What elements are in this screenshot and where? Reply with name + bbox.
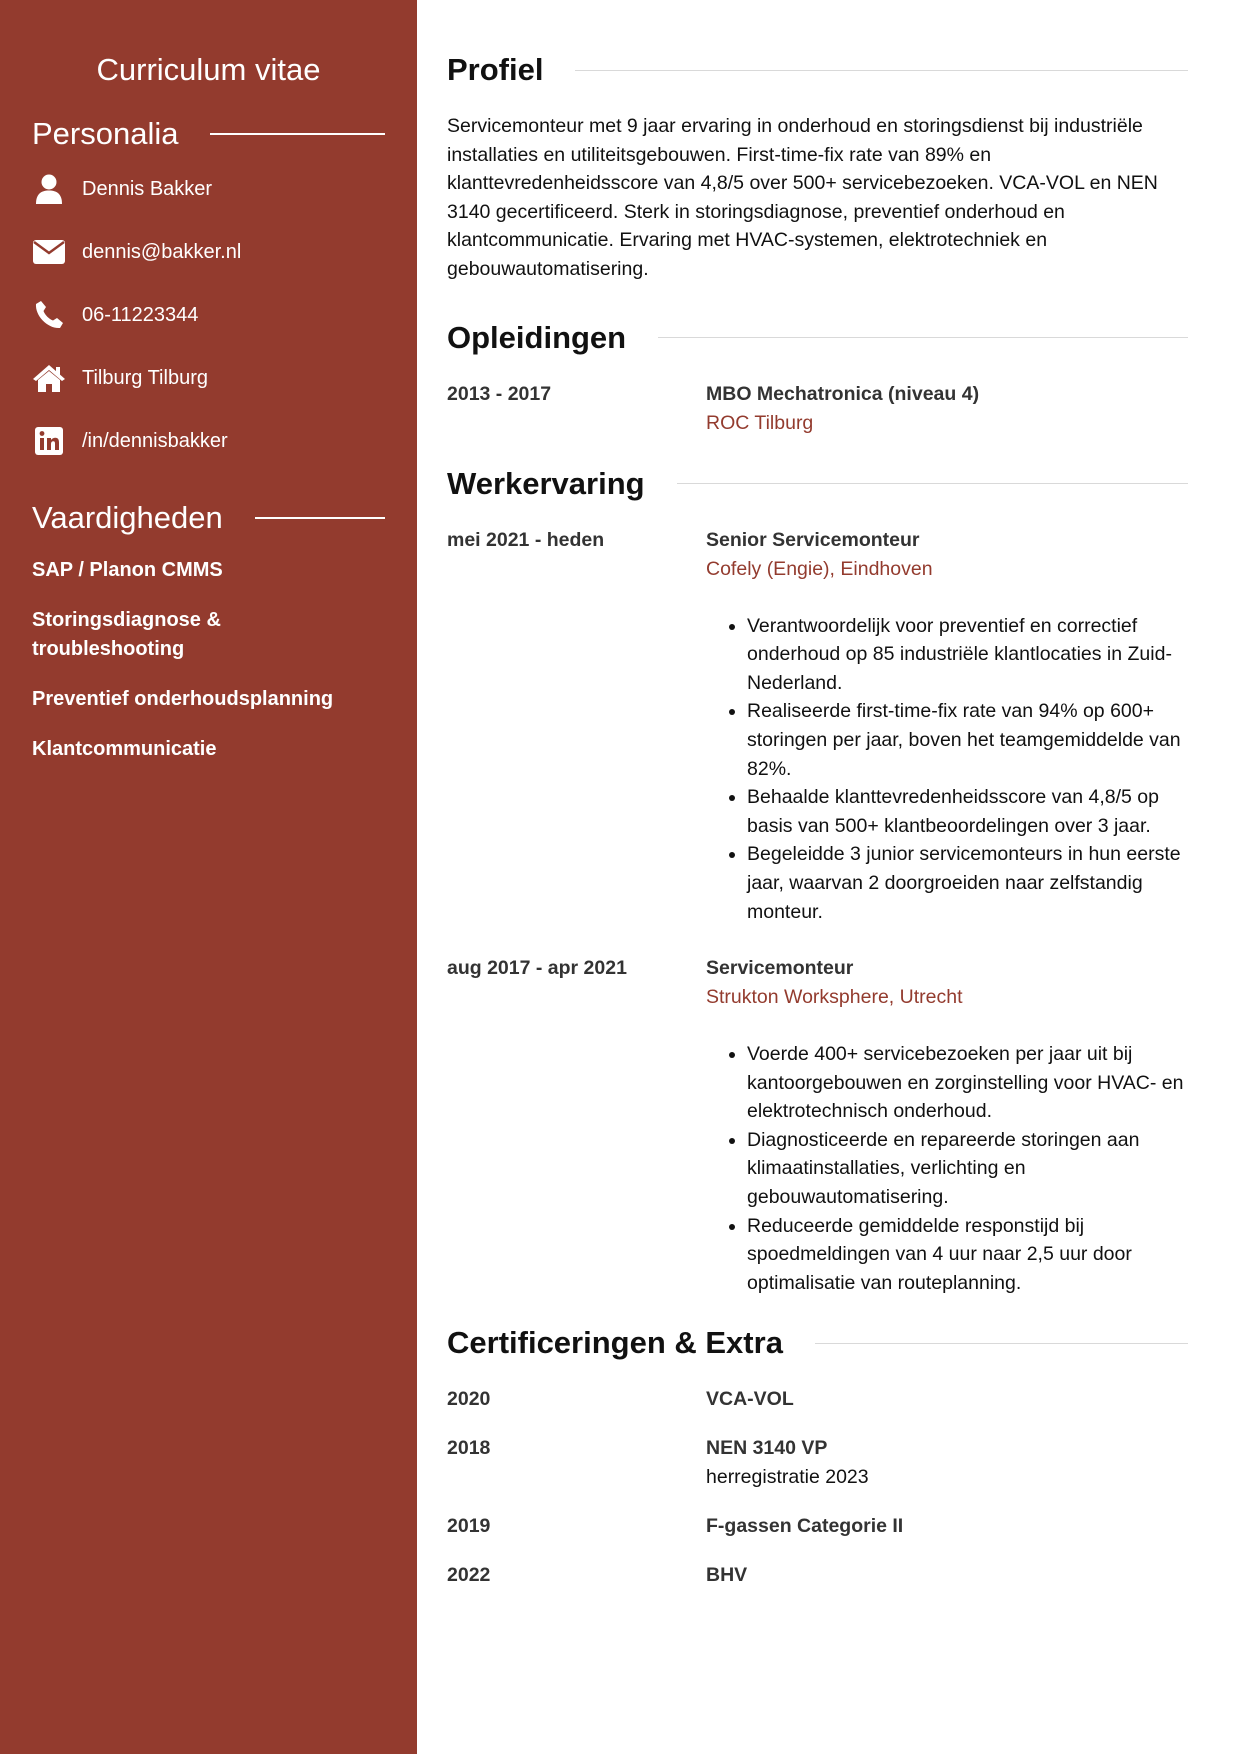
contact-address <box>32 361 385 395</box>
heading-divider <box>255 517 385 519</box>
entry-details <box>706 1434 1188 1492</box>
profile-section <box>447 52 1188 284</box>
certifications-heading-text: Certificeringen & Extra <box>447 1325 783 1361</box>
skill-item: Preventief onderhoudsplanning <box>32 688 334 710</box>
education-entry <box>447 380 1188 438</box>
main-content <box>417 0 1241 1754</box>
entry-organization: Cofely (Engie), Eindhoven <box>706 557 933 580</box>
contact-phone[interactable] <box>32 298 385 332</box>
entry-details <box>706 380 1188 438</box>
home-icon <box>32 361 66 395</box>
experience-entry <box>447 954 1188 1297</box>
entry-details <box>706 954 1188 1297</box>
entry-details <box>706 1512 1188 1541</box>
entry-title: Senior Servicemonteur <box>706 528 920 551</box>
entry-organization: ROC Tilburg <box>706 411 814 434</box>
certification-entry <box>447 1385 1188 1414</box>
entry-title: F-gassen Categorie II <box>706 1515 904 1538</box>
profile-heading-text: Profiel <box>447 52 544 87</box>
contact-list <box>32 172 385 458</box>
cv-title: Curriculum vitae <box>96 52 321 87</box>
contact-email[interactable] <box>32 235 385 269</box>
bullet-item: • Behaalde klanttevredenheidsscore van 4,8/5 op basis van 500+ klantbeoordelingen over 3 jaar. <box>747 783 1188 840</box>
skills-heading-text: Vaardigheden <box>32 500 223 535</box>
entry-period: aug 2017 - apr 2021 <box>447 957 627 980</box>
heading-divider <box>210 133 385 135</box>
entry-title: BHV <box>706 1564 748 1587</box>
bullet-item: • Verantwoordelijk voor preventief en correctief onderhoud op 85 industriële klantlocaties in Zuid-Nederland. <box>747 612 1188 698</box>
entry-year: 2019 <box>447 1515 491 1538</box>
personal-heading-text: Personalia <box>32 116 179 151</box>
entry-period: 2013 - 2017 <box>447 382 552 405</box>
skills-heading <box>32 500 385 536</box>
education-heading <box>447 320 1188 356</box>
bullet-item: • Realiseerde first-time-fix rate van 94% op 600+ storingen per jaar, boven het teamgemiddelde van 82%. <box>747 697 1188 783</box>
entry-year: 2020 <box>447 1388 491 1411</box>
profile-heading <box>447 52 1188 88</box>
entry-details <box>706 526 1188 927</box>
entry-details <box>706 1561 1188 1590</box>
entry-title: VCA-VOL <box>706 1388 794 1411</box>
envelope-icon <box>32 235 66 269</box>
skill-item: Storingsdiagnose & troubleshooting <box>32 609 221 660</box>
heading-divider <box>658 337 1188 338</box>
bullet-item: • Reduceerde gemiddelde responstijd bij spoedmeldingen van 4 uur naar 2,5 uur door optimalisatie van routeplanning. <box>747 1212 1188 1298</box>
experience-section <box>447 466 1188 1298</box>
entry-year: 2018 <box>447 1437 491 1460</box>
bullet-item: • Begeleidde 3 junior servicemonteurs in hun eerste jaar, waarvan 2 doorgroeiden naar zelfstandig monteur. <box>747 840 1188 926</box>
entry-organization: Strukton Worksphere, Utrecht <box>706 986 963 1009</box>
profile-text: Servicemonteur met 9 jaar ervaring in onderhoud en storingsdienst bij industriële installaties en utiliteitsgebouwen. First-time-fix rate van 89% en klanttevredenheidsscore van 4,8/5 over 500+ servicebezoeken. VCA-VOL en NEN 3140 gecertificeerd. Sterk in storingsdiagnose, preventief onderhoud en klantcommunicatie. Ervaring met HVAC-systemen, elektrotechniek en gebouwautomatisering. <box>447 115 1158 280</box>
heading-divider <box>815 1343 1188 1344</box>
skill-item: SAP / Planon CMMS <box>32 559 223 581</box>
contact-linkedin[interactable] <box>32 424 385 458</box>
phone-icon <box>32 298 66 332</box>
skills-list <box>32 556 385 764</box>
entry-period: mei 2021 - heden <box>447 528 605 551</box>
heading-divider <box>677 483 1188 484</box>
certification-entry <box>447 1512 1188 1541</box>
contact-text[interactable]: dennis@bakker.nl <box>82 240 242 263</box>
contact-text: Dennis Bakker <box>82 177 213 200</box>
experience-entry <box>447 526 1188 927</box>
entry-title: MBO Mechatronica (niveau 4) <box>706 382 980 405</box>
contact-name <box>32 172 385 206</box>
skill-item: Klantcommunicatie <box>32 738 217 760</box>
education-heading-text: Opleidingen <box>447 319 627 355</box>
sidebar <box>0 0 417 1754</box>
entry-year: 2022 <box>447 1564 491 1587</box>
contact-text[interactable]: 06-11223344 <box>82 303 199 326</box>
personal-heading <box>32 116 385 152</box>
user-icon <box>32 172 66 206</box>
entry-details <box>706 1385 1188 1414</box>
entry-title: Servicemonteur <box>706 957 854 980</box>
heading-divider <box>575 70 1188 71</box>
certification-entry <box>447 1434 1188 1492</box>
entry-subtitle: herregistratie 2023 <box>706 1466 869 1489</box>
entry-title: NEN 3140 VP <box>706 1437 828 1460</box>
certifications-heading <box>447 1325 1188 1361</box>
linkedin-icon <box>32 424 66 458</box>
bullet-item: • Diagnosticeerde en repareerde storingen aan klimaatinstallaties, verlichting en gebouwautomatisering. <box>747 1126 1188 1212</box>
entry-bullets <box>706 1040 1188 1297</box>
certifications-section <box>447 1325 1188 1590</box>
experience-heading-text: Werkervaring <box>447 465 645 501</box>
education-section <box>447 320 1188 438</box>
certification-entry <box>447 1561 1188 1590</box>
contact-text[interactable]: /in/dennisbakker <box>82 429 228 452</box>
bullet-item: • Voerde 400+ servicebezoeken per jaar uit bij kantoorgebouwen en zorginstelling voor HVAC- en elektrotechnisch onderhoud. <box>747 1040 1188 1126</box>
entry-bullets <box>706 612 1188 927</box>
contact-text: Tilburg Tilburg <box>82 366 208 389</box>
experience-heading <box>447 466 1188 502</box>
